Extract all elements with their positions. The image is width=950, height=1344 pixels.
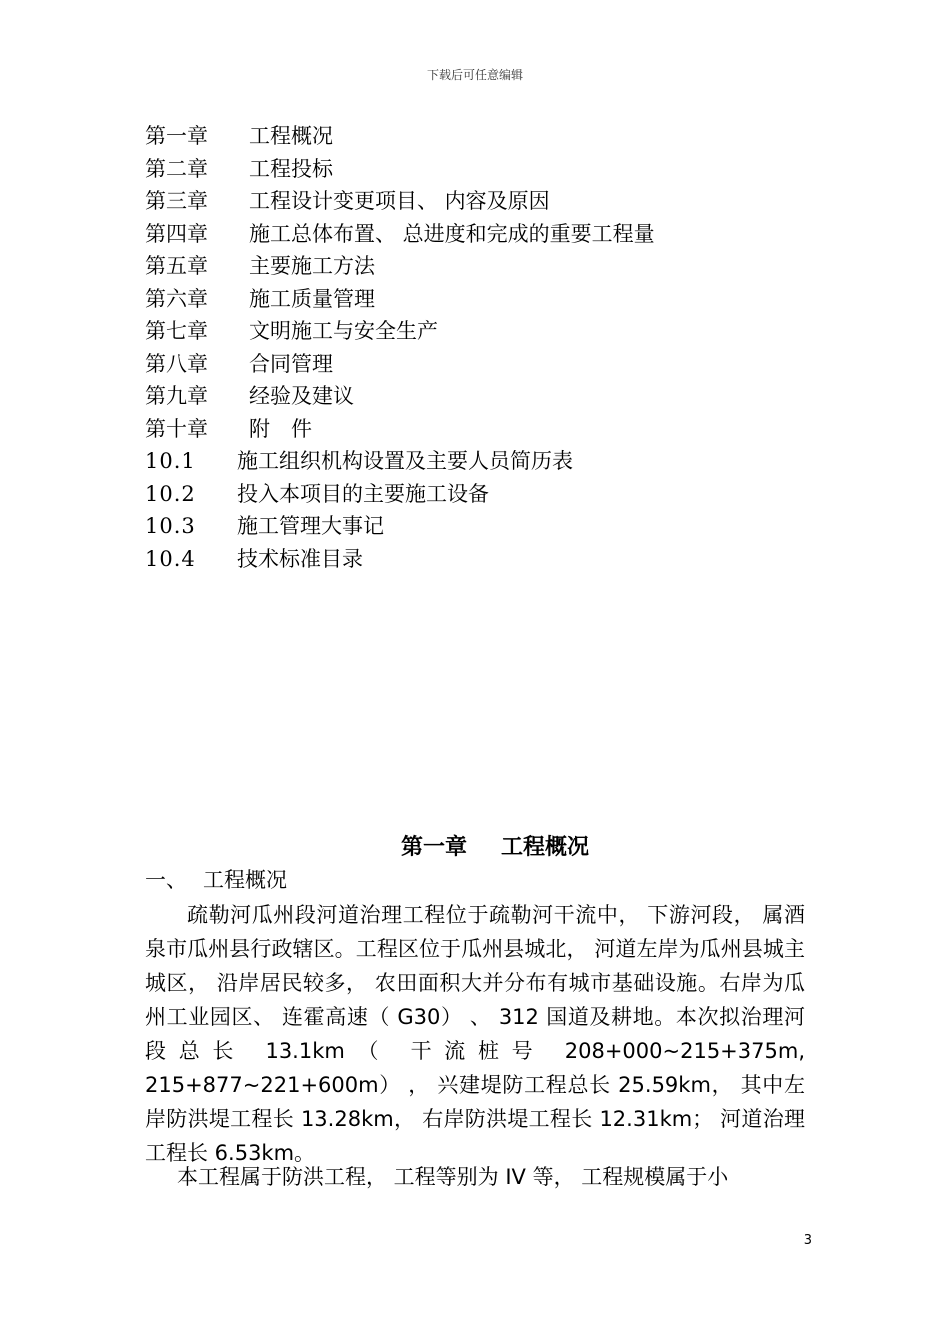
toc-item-title: 附 件 <box>249 416 312 441</box>
page-header-note: 下载后可任意编辑 <box>426 68 523 82</box>
chapter-number: 第一章 <box>400 835 467 860</box>
toc-subitem-title: 施工组织机构设置及主要人员简历表 <box>237 449 573 473</box>
body-paragraph: 本工程属于防洪工程， 工程等别为 IV 等， 工程规模属于小 <box>177 1165 729 1189</box>
toc-item <box>145 348 845 381</box>
chapter-title: 工程概况 <box>501 835 590 860</box>
page-number: 3 <box>803 1233 812 1248</box>
section-number: 一、 <box>145 868 187 892</box>
toc-subitem <box>145 510 845 543</box>
toc-item-number: 第七章 <box>145 319 208 343</box>
table-of-contents <box>145 120 845 575</box>
chapter-heading <box>0 830 950 866</box>
toc-item <box>145 218 845 251</box>
toc-item-number: 第二章 <box>145 156 208 181</box>
toc-subitem-number: 10.2 <box>145 481 196 506</box>
toc-item <box>145 413 845 446</box>
toc-item <box>145 120 845 153</box>
toc-item-title: 施工质量管理 <box>249 286 375 311</box>
toc-item <box>145 153 845 186</box>
toc-item-title: 合同管理 <box>249 351 333 376</box>
toc-subitem <box>145 445 845 478</box>
toc-subitem-number: 10.3 <box>145 514 196 538</box>
toc-item-title: 工程投标 <box>249 156 333 181</box>
toc-item-title: 主要施工方法 <box>249 254 375 278</box>
toc-item-number: 第四章 <box>145 221 208 246</box>
section-heading <box>145 862 287 898</box>
toc-item <box>145 185 845 218</box>
toc-item-number: 第一章 <box>145 124 208 148</box>
toc-item <box>145 283 845 316</box>
toc-item <box>145 380 845 413</box>
toc-subitem <box>145 543 845 576</box>
toc-item-title: 工程概况 <box>249 124 333 148</box>
body-paragraph: 疏勒河瓜州段河道治理工程位于疏勒河干流中， 下游河段， 属酒泉市瓜州县行政辖区。工程区位于瓜州县城北， 河道左岸为瓜州县城主城区， 沿岸居民较多， 农田面积大并分布有城市基础设施。右岸为瓜州工业园区、 连霍高速（ G30） 、 312 国道及耕地。本次拟治理河段总长 13.1km（ 干流桩号 208+000~215+375m, 215+877~221+600m） ， 兴建堤防工程总长 25.59km， 其中左岸防洪堤工程长 13.28km， 右岸防洪堤工程长 12.31km； 河道治理工程长 6.53km。 <box>145 903 806 1165</box>
toc-item-number: 第八章 <box>145 351 208 376</box>
toc-item-title: 工程设计变更项目、 内容及原因 <box>249 189 550 213</box>
toc-item-title: 文明施工与安全生产 <box>249 319 438 343</box>
toc-item-number: 第六章 <box>145 286 208 311</box>
toc-subitem <box>145 478 845 511</box>
toc-item-number: 第三章 <box>145 189 208 213</box>
section-title: 工程概况 <box>203 868 287 892</box>
toc-subitem-title: 投入本项目的主要施工设备 <box>237 481 489 506</box>
toc-item <box>145 315 845 348</box>
toc-item-title: 施工总体布置、 总进度和完成的重要工程量 <box>249 221 655 246</box>
toc-subitem-title: 技术标准目录 <box>237 546 363 571</box>
toc-item-number: 第五章 <box>145 254 208 278</box>
toc-subitem-title: 施工管理大事记 <box>237 514 384 538</box>
toc-item <box>145 250 845 283</box>
toc-item-number: 第十章 <box>145 416 208 441</box>
toc-subitem-number: 10.4 <box>145 546 196 571</box>
toc-item-number: 第九章 <box>145 384 208 408</box>
toc-subitem-number: 10.1 <box>145 449 196 473</box>
toc-item-title: 经验及建议 <box>249 384 354 408</box>
